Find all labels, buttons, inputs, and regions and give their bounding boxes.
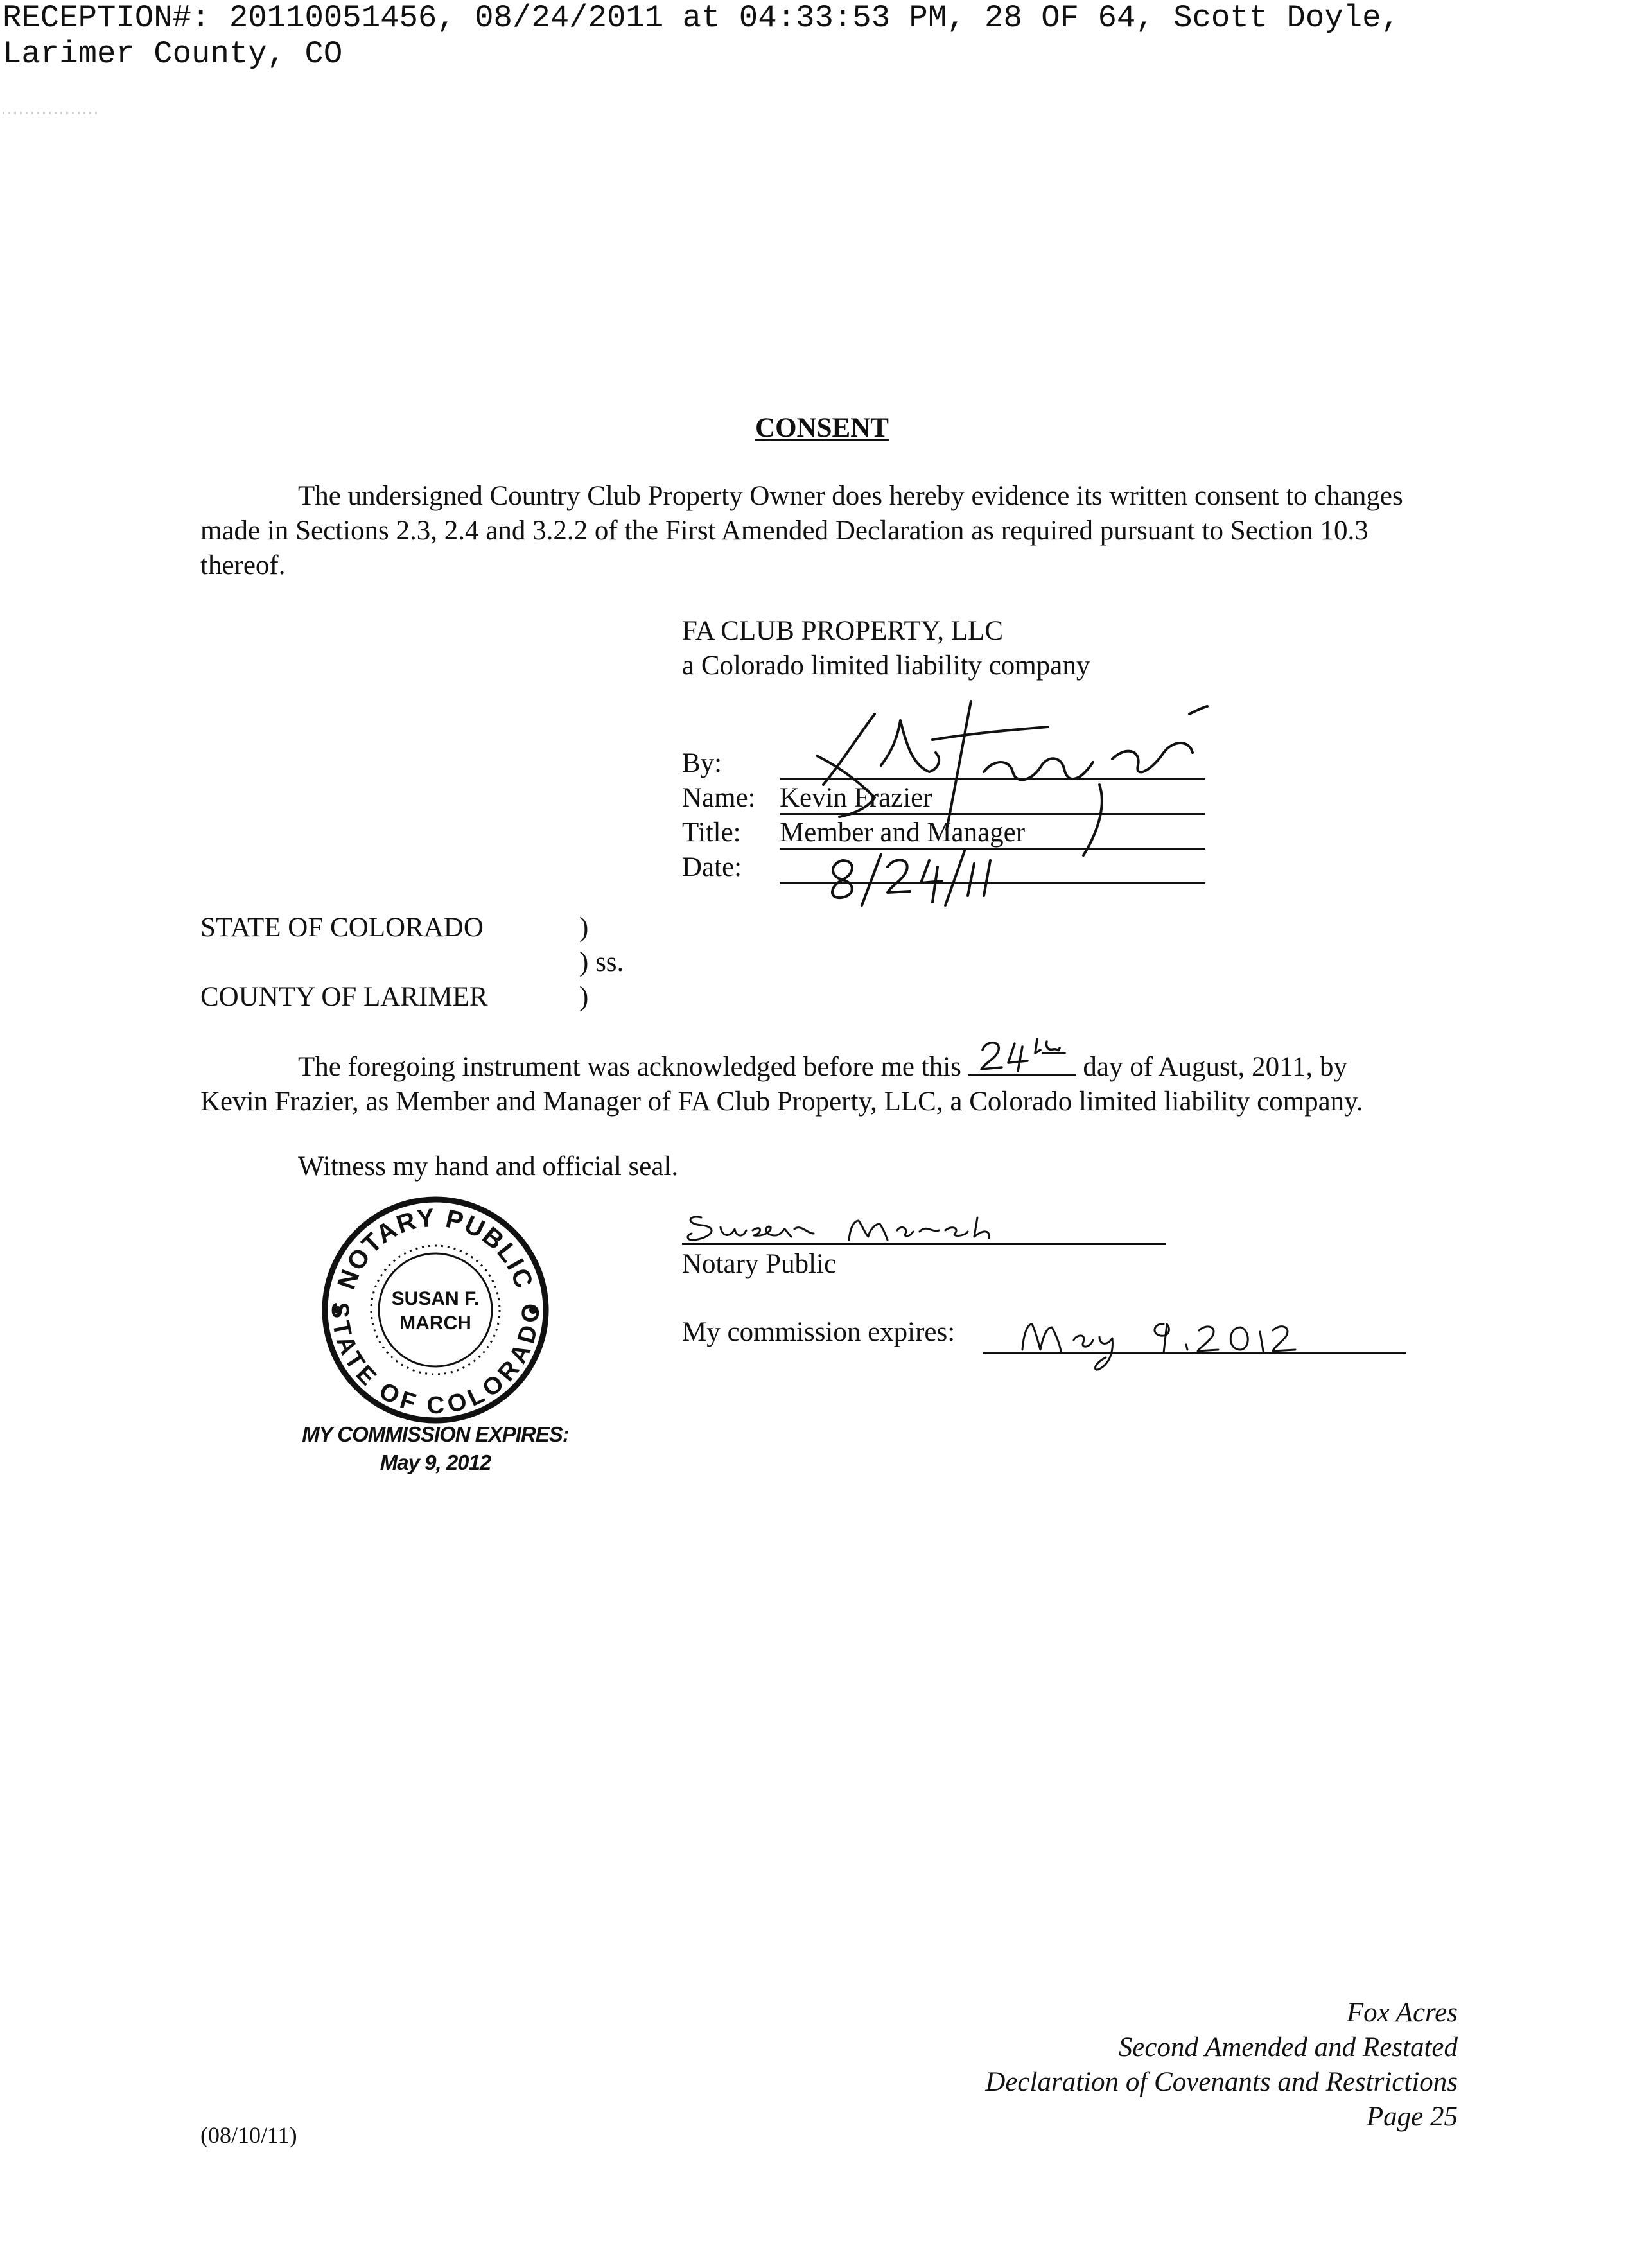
venue-county: COUNTY OF LARIMER xyxy=(200,982,488,1012)
name-label: Name: xyxy=(682,783,756,813)
venue-block xyxy=(200,911,714,1026)
name-line xyxy=(780,813,1205,815)
footer-line-2: Second Amended and Restated xyxy=(1118,2032,1458,2063)
handwritten-day xyxy=(976,1034,1072,1075)
title-value: Member and Manager xyxy=(780,817,1026,848)
ack-day-blank xyxy=(968,1048,1076,1076)
seal-arc-bottom-text: STATE OF COLORADO xyxy=(326,1302,545,1420)
document-title: CONSENT xyxy=(755,413,889,443)
notary-seal xyxy=(320,1194,551,1426)
footer-version-code: (08/10/11) xyxy=(200,2122,297,2148)
ack-before-text: The foregoing instrument was acknowledged before me this xyxy=(298,1052,961,1082)
witness-statement: Witness my hand and official seal. xyxy=(298,1151,679,1182)
footer-page-number: Page 25 xyxy=(1366,2102,1458,2132)
svg-text:NOTARY PUBLIC xyxy=(332,1203,538,1293)
handwritten-date xyxy=(810,841,1003,912)
recording-stamp xyxy=(3,0,1400,72)
name-value: Kevin Frazier xyxy=(780,783,932,813)
footer-line-3: Declaration of Covenants and Restrictions xyxy=(985,2067,1458,2097)
footer-line-1: Fox Acres xyxy=(1346,1998,1458,2028)
seal-arc-top-text: NOTARY PUBLIC xyxy=(332,1203,539,1293)
recording-line-1: RECEPTION#: 20110051456, 08/24/2011 at 04:33:53 PM, 28 OF 64, Scott Doyle, xyxy=(3,0,1400,36)
footer-document-title xyxy=(985,1996,1458,2134)
title-label: Title: xyxy=(682,817,741,848)
venue-ss: ) ss. xyxy=(579,947,624,977)
notary-signature-line xyxy=(682,1243,1166,1245)
recording-line-2: Larimer County, CO xyxy=(3,36,343,72)
seal-caption xyxy=(294,1420,577,1477)
by-label: By: xyxy=(682,748,722,778)
venue-paren-close: ) xyxy=(579,982,589,1012)
seal-center-line-2: MARCH xyxy=(399,1313,471,1334)
handwritten-commission-date xyxy=(1003,1305,1401,1382)
acknowledgment-line-1 xyxy=(200,1048,1458,1085)
company-name: FA CLUB PROPERTY, LLC xyxy=(682,616,1004,646)
acknowledgment-paragraph xyxy=(200,1048,1458,1119)
venue-state: STATE OF COLORADO xyxy=(200,912,484,943)
seal-caption-line-2: May 9, 2012 xyxy=(380,1451,491,1474)
acknowledgment-line-2: Kevin Frazier, as Member and Manager of FA Club Property, LLC, a Colorado limited liability company. xyxy=(200,1086,1363,1117)
commission-line xyxy=(983,1352,1406,1354)
scan-artifact xyxy=(3,112,99,114)
company-description: a Colorado limited liability company xyxy=(682,650,1090,681)
ack-after-day-text: day of August, 2011, by xyxy=(1083,1052,1348,1082)
company-block xyxy=(682,614,1090,683)
seal-center-line-1: SUSAN F. xyxy=(391,1288,480,1309)
notary-public-label: Notary Public xyxy=(682,1249,837,1279)
consent-paragraph: The undersigned Country Club Property Owner does hereby evidence its written consent to changes made in Sections 2.3, 2.4 and 3.2.2 of the First Amended Declaration as required pursuant to Section 10.3 thereof. xyxy=(200,481,1403,580)
seal-caption-line-1: MY COMMISSION EXPIRES: xyxy=(302,1422,569,1446)
venue-paren-open: ) xyxy=(579,912,589,943)
date-label: Date: xyxy=(682,852,742,882)
commission-expires-label: My commission expires: xyxy=(682,1317,956,1347)
